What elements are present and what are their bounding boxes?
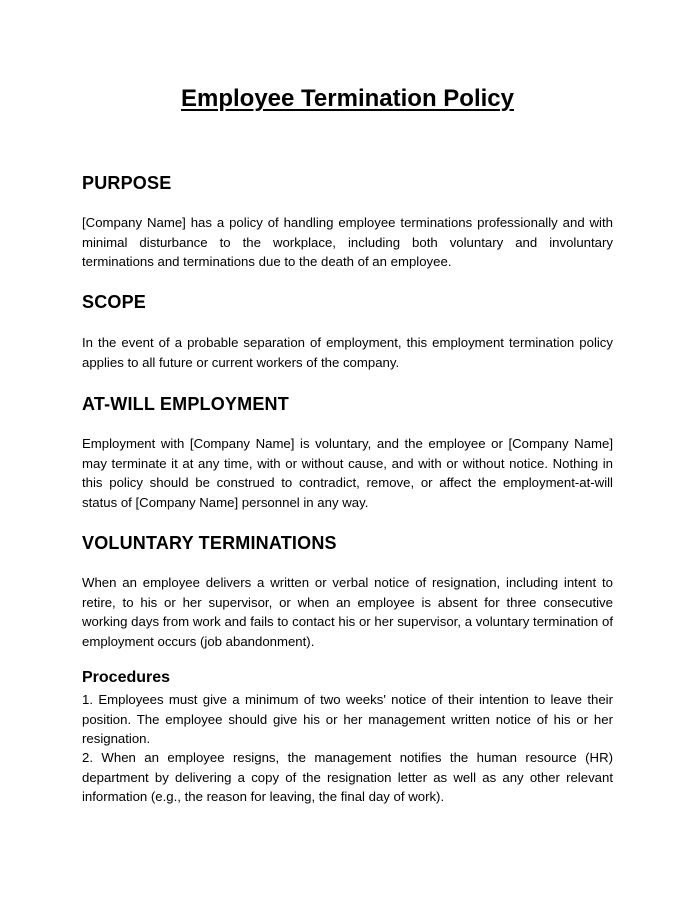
section-body-voluntary: When an employee delivers a written or verbal notice of resignation, including intent to retire, to his or her supervisor, or when an employee is absent for three consecutive working days from work and fails to contact his or her supervisor, a voluntary termination of employment occurs (job abandonment). [82,575,613,649]
section-heading-purpose: PURPOSE [82,173,172,193]
section-heading-at-will: AT-WILL EMPLOYMENT [82,394,289,414]
procedure-item: 1. Employees must give a minimum of two weeks' notice of their intention to leave their position. The employee should give his or her management written notice of his or her resignation. [82,692,613,746]
section-body-scope: In the event of a probable separation of employment, this employment termination policy applies to all future or current workers of the company. [82,335,613,370]
document-title: Employee Termination Policy [181,85,514,112]
procedure-item: 2. When an employee resigns, the management notifies the human resource (HR) department by delivering a copy of the resignation letter as well as any other relevant information (e.g., the reason for leaving, the final day of work). [82,750,613,804]
section-body-at-will: Employment with [Company Name] is voluntary, and the employee or [Company Name] may terminate it at any time, with or without cause, and with or without notice. Nothing in this policy should be construed to contradict, remove, or affect the employment-at-will status of [Company Name] personnel in any way. [82,436,613,510]
section-body-purpose: [Company Name] has a policy of handling employee terminations professionally and with minimal disturbance to the workplace, including both voluntary and involuntary terminations and terminations due to the death of an employee. [82,215,613,269]
section-heading-voluntary: VOLUNTARY TERMINATIONS [82,533,337,553]
procedures-heading: Procedures [82,669,171,686]
section-heading-scope: SCOPE [82,292,147,312]
